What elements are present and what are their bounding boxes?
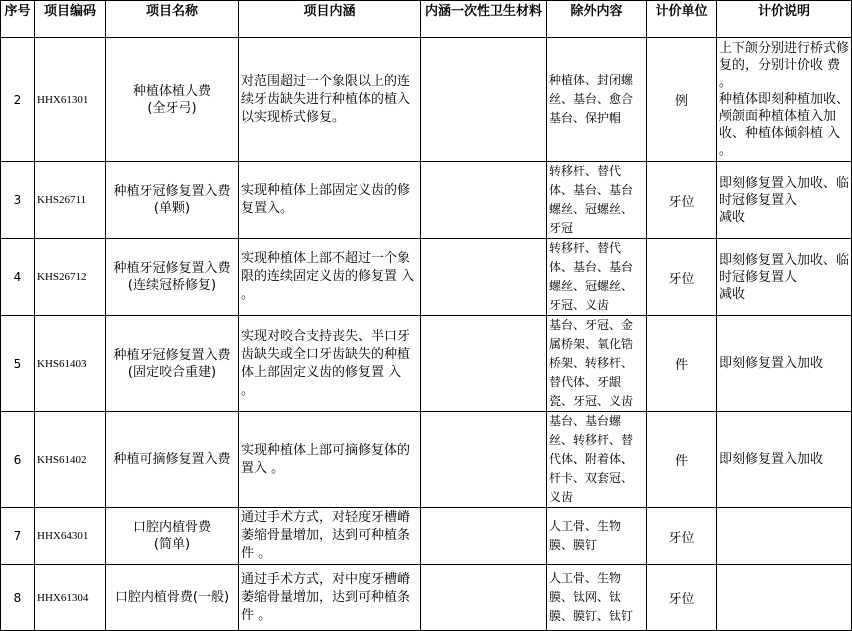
cell-exclusion: 种植体、封闭螺丝、基台、愈合基台、保护帽 (547, 38, 647, 162)
cell-note (717, 508, 852, 565)
cell-note: 上下颌分别进行桥式修复的，分别计价收 费 。 种植体即刻种植加收、颅颌面种植体植入加收、种植体倾斜植 入 。 (717, 38, 852, 162)
cell-seq: 7 (1, 508, 35, 565)
cell-code: HHX61304 (35, 565, 106, 631)
cell-code: KHS61402 (35, 412, 106, 508)
cell-exclusion: 人工骨、生物膜、膜钉 (547, 508, 647, 565)
cell-note: 即刻修复置入加收、临时冠修复置人 减收 (717, 239, 852, 316)
cell-name: 种植牙冠修复置入费 (连续冠桥修复) (106, 239, 239, 316)
cell-unit: 件 (647, 316, 717, 412)
cell-scope: 实现对咬合支持丧失、半口牙齿缺失或全口牙齿缺失的种植体上部固定义齿的修复置 入 。 (239, 316, 421, 412)
cell-exclusion: 基台、牙冠、金属桥架、氧化锆桥架、转移杆、替代体、牙龈瓷、牙冠、义齿 (547, 316, 647, 412)
cell-scope: 实现种植体上部可摘修复体的置入 。 (239, 412, 421, 508)
cell-material (421, 162, 547, 239)
header-note: 计价说明 (717, 1, 852, 38)
cell-name: 种植体植人费 (全牙弓) (106, 38, 239, 162)
cell-scope: 实现种植体上部固定义齿的修复置入。 (239, 162, 421, 239)
cell-seq: 6 (1, 412, 35, 508)
table-row (1, 239, 852, 316)
cell-scope: 实现种植体上部不超过一个象限的连续固定义齿的修复置 入 。 (239, 239, 421, 316)
header-exclusion: 除外内容 (547, 1, 647, 38)
cell-name: 口腔内植骨费 (简单) (106, 508, 239, 565)
table-row (1, 162, 852, 239)
header-seq: 序号 (1, 1, 35, 38)
cell-code: HHX61301 (35, 38, 106, 162)
cell-code: KHS61403 (35, 316, 106, 412)
header-code: 项目编码 (35, 1, 106, 38)
header-name: 项目名称 (106, 1, 239, 38)
cell-exclusion: 基台、基台螺丝、转移杆、替代体、附着体、杆卡、双套冠、义齿 (547, 412, 647, 508)
cell-material (421, 565, 547, 631)
cell-note: 即刻修复置入加收、临时冠修复置入 减收 (717, 162, 852, 239)
cell-unit: 件 (647, 412, 717, 508)
header-unit: 计价单位 (647, 1, 717, 38)
cell-name: 口腔内植骨费(一般) (106, 565, 239, 631)
cell-material (421, 316, 547, 412)
cell-scope: 通过手术方式，对轻度牙槽嵴萎缩骨量增加，达到可种植条 件 。 (239, 508, 421, 565)
cell-exclusion: 人工骨、生物膜、钛网、钛膜、膜钉、钛钉 (547, 565, 647, 631)
cell-name: 种植牙冠修复置入费 (固定咬合重建) (106, 316, 239, 412)
cell-code: KHS26712 (35, 239, 106, 316)
cell-exclusion: 转移杆、替代体、基台、基台螺丝、冠螺丝、牙冠、义齿 (547, 239, 647, 316)
cell-material (421, 239, 547, 316)
header-row (1, 1, 852, 38)
cell-exclusion: 转移杆、替代体、基台、基台螺丝、冠螺丝、牙冠 (547, 162, 647, 239)
cell-scope: 对范围超过一个象限以上的连续牙齿缺失进行种植体的植入以实现桥式修复。 (239, 38, 421, 162)
table-row (1, 316, 852, 412)
cell-seq: 2 (1, 38, 35, 162)
header-material: 内涵一次性卫生材料 (421, 1, 547, 38)
table-row (1, 565, 852, 631)
table-row (1, 508, 852, 565)
cell-note: 即刻修复置入加收 (717, 412, 852, 508)
cell-seq: 4 (1, 239, 35, 316)
cell-code: KHS26711 (35, 162, 106, 239)
cell-unit: 牙位 (647, 508, 717, 565)
header-scope: 项目内涵 (239, 1, 421, 38)
cell-seq: 8 (1, 565, 35, 631)
cell-note: 即刻修复置入加收 (717, 316, 852, 412)
cell-name: 种植可摘修复置入费 (106, 412, 239, 508)
cell-name: 种植牙冠修复置入费 (单颗) (106, 162, 239, 239)
cell-scope: 通过手术方式，对中度牙槽嵴萎缩骨量增加，达到可种植条 件 。 (239, 565, 421, 631)
table-row (1, 38, 852, 162)
cell-seq: 3 (1, 162, 35, 239)
cell-material (421, 412, 547, 508)
cell-note (717, 565, 852, 631)
cell-material (421, 508, 547, 565)
cell-unit: 牙位 (647, 565, 717, 631)
cell-seq: 5 (1, 316, 35, 412)
table-row (1, 412, 852, 508)
cell-unit: 牙位 (647, 239, 717, 316)
cell-material (421, 38, 547, 162)
cell-code: HHX64301 (35, 508, 106, 565)
cell-unit: 例 (647, 38, 717, 162)
cell-unit: 牙位 (647, 162, 717, 239)
